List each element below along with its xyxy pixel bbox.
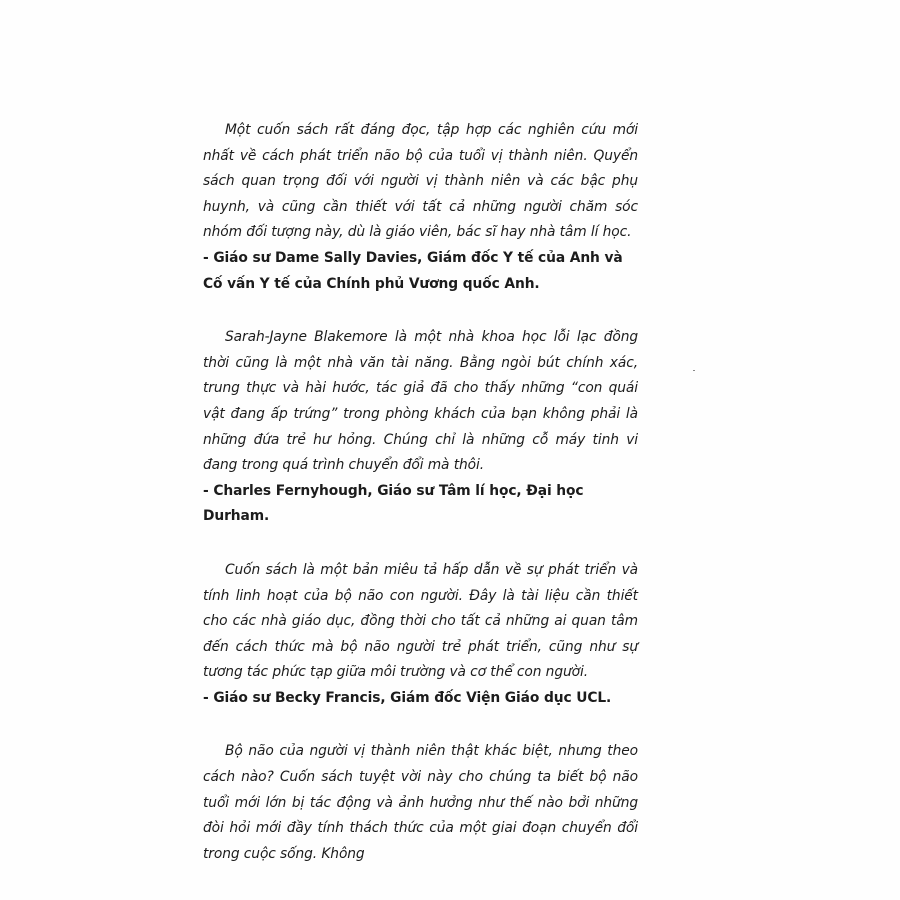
testimonial-3-quote: Cuốn sách là một bản miêu tả hấp dẫn về sự phát triển và tính linh hoạt của bộ não con người. Đây là tài liệu cần thiết cho các nhà giáo dục, đồng thời cho tất cả những ai quan tâm đến cách thức mà bộ não người trẻ phát triển, cũng như sự tương tác phức tạp giữa môi trường và cơ thể con người. [203, 561, 638, 681]
testimonial-3-attribution: - Giáo sư Becky Francis, Giám đốc Viện Giáo dục UCL. [203, 689, 612, 706]
testimonials-column [203, 118, 638, 895]
testimonial-1-quote: Một cuốn sách rất đáng đọc, tập hợp các nghiên cứu mới nhất về cách phát triển não bộ của tuổi vị thành niên. Quyển sách quan trọng đối với người vị thành niên và các bậc phụ huynh, và cũng cần thiết với tất cả những người chăm sóc nhóm đối tượng này, dù là giáo viên, bác sĩ hay nhà tâm lí học. [203, 122, 638, 241]
testimonial-4-quote: Bộ não của người vị thành niên thật khác biệt, nhưng theo cách nào? Cuốn sách tuyệt vời này cho chúng ta biết bộ não tuổi mới lớn bị tác động và ảnh hưởng như thế nào bởi những đòi hỏi mới đầy tính thách thức của một giai đoạn chuyển đổi trong cuộc sống. Không [203, 743, 638, 862]
testimonial-2-quote: Sarah-Jayne Blakemore là một nhà khoa học lỗi lạc đồng thời cũng là một nhà văn tài năng. Bằng ngòi bút chính xác, trung thực và hài hước, tác giả đã cho thấy những “con quái vật đang ấp trứng” trong phòng khách của bạn không phải là những đứa trẻ hư hỏng. Chúng chỉ là những cỗ máy tinh vi đang trong quá trình chuyển đổi mà thôi. [203, 329, 638, 474]
testimonial-1-attribution: - Giáo sư Dame Sally Davies, Giám đốc Y tế của Anh và Cố vấn Y tế của Chính phủ Vương quốc Anh. [203, 249, 623, 292]
scan-speck [693, 370, 695, 371]
testimonial-2-attribution: - Charles Fernyhough, Giáo sư Tâm lí học, Đại học Durham. [203, 482, 584, 525]
testimonial-2 [203, 325, 638, 530]
testimonial-1 [203, 118, 638, 297]
testimonial-3 [203, 558, 638, 712]
testimonial-4 [203, 739, 638, 867]
